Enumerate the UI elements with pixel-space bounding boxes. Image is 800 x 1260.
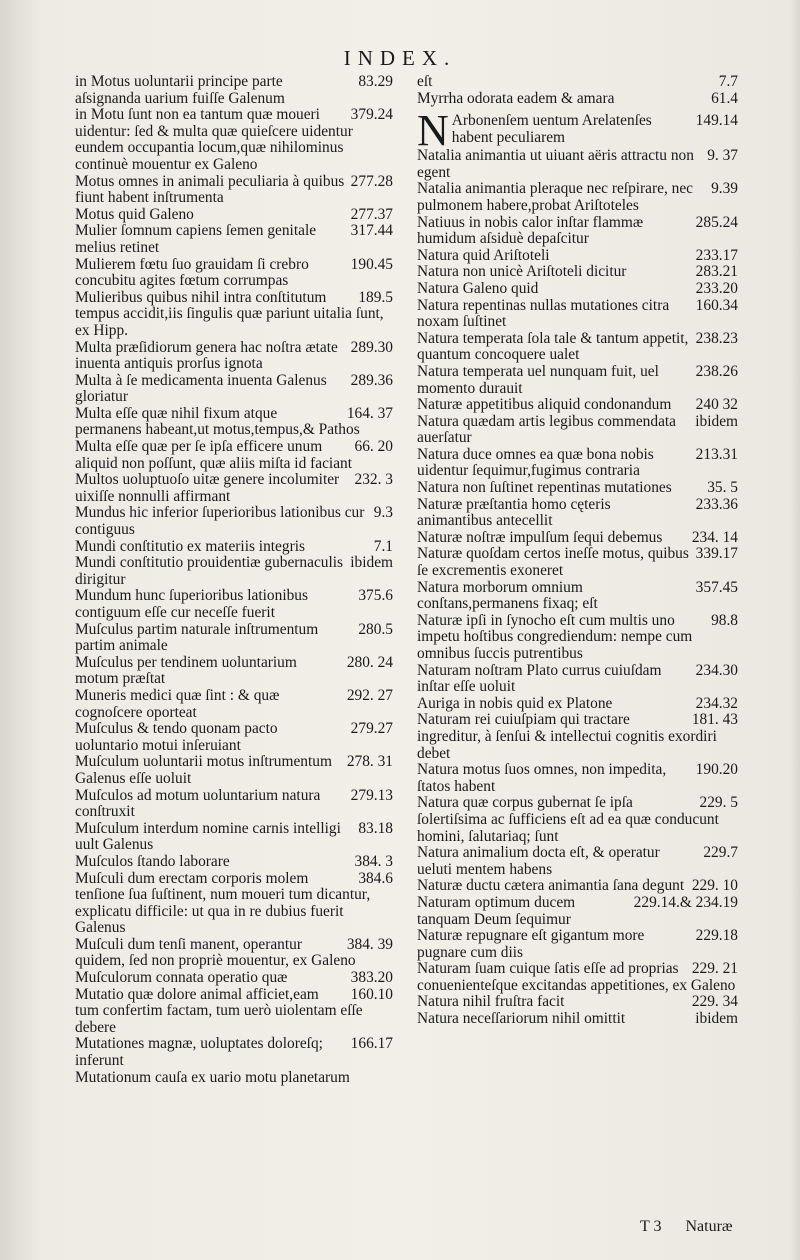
entry-text: Multa eſſe quæ nihil fixum atque permanens habeant,ut motus,tempus,& Pathos bbox=[75, 404, 360, 439]
index-entry bbox=[417, 148, 738, 181]
entry-text: Naturæ quoſdam certos ineſſe motus, quibus ſe excrementis exoneret bbox=[417, 545, 689, 580]
index-entry bbox=[417, 480, 738, 497]
entry-text: Naturam rei cuiuſpiam qui tractare ingreditur, à ſenſui & intellectui cognitis exordiri debet bbox=[417, 711, 717, 762]
entry-page-ref: 234.32 bbox=[695, 694, 738, 712]
entry-page-ref: 190.20 bbox=[695, 761, 738, 779]
entry-text: Multa eſſe quæ per ſe ipſa efficere unum aliquid non poſſunt, quæ aliis miſta id faciant bbox=[75, 438, 352, 472]
entry-text: Natura quædam artis legibus commendata auerſatur bbox=[417, 412, 677, 447]
entry-text: Mundi conſtitutio prouidentiæ gubernaculis dirigitur bbox=[75, 554, 344, 588]
right-column bbox=[417, 74, 738, 1028]
entry-page-ref: 190.45 bbox=[350, 255, 393, 273]
index-entry bbox=[75, 539, 393, 556]
entry-page-ref: 61.4 bbox=[711, 89, 738, 107]
index-entry bbox=[75, 223, 393, 256]
entry-text: Natura morborum omnium conſtans,permanens fixaq; eſt bbox=[417, 578, 598, 613]
entry-page-ref: 383.20 bbox=[350, 969, 393, 987]
index-entry bbox=[75, 340, 393, 373]
entry-text: Motus omnes in animali peculiaria à quibus fiunt habent inſtrumenta bbox=[75, 172, 345, 207]
entry-text: Mundum hunc ſuperioribus lationibus contiguum eſſe cur neceſſe fuerit bbox=[75, 587, 308, 621]
entry-text: Muſculum uoluntarii motus inſtrumentum Galenus eſſe uoluit bbox=[75, 753, 332, 787]
entry-page-ref: 98.8 bbox=[711, 611, 738, 629]
entry-text: Natura neceſſariorum nihil omittit bbox=[417, 1010, 626, 1028]
index-entry bbox=[417, 497, 738, 530]
entry-page-ref: 233.17 bbox=[695, 246, 738, 264]
index-entry bbox=[75, 290, 393, 340]
entry-text: Natura non ſuſtinet repentinas mutationes bbox=[417, 479, 672, 497]
entry-text: Naturam optimum ducem tanquam Deum ſequimur bbox=[417, 893, 576, 928]
index-entry bbox=[75, 688, 393, 721]
index-entry bbox=[75, 257, 393, 290]
entry-page-ref: 35. 5 bbox=[707, 479, 738, 497]
index-entry bbox=[417, 414, 738, 447]
index-entry bbox=[417, 895, 738, 928]
entry-page-ref: 213.31 bbox=[695, 445, 738, 463]
entry-text: Naturæ præſtantia homo cęteris animantibus antecellit bbox=[417, 495, 611, 530]
index-entry bbox=[417, 215, 738, 248]
index-entry bbox=[417, 447, 738, 480]
index-entry bbox=[417, 613, 738, 663]
entry-page-ref: 234.30 bbox=[695, 661, 738, 679]
entry-page-ref: 280. 24 bbox=[346, 653, 393, 671]
index-entry bbox=[417, 248, 738, 265]
index-entry bbox=[75, 505, 393, 538]
entry-page-ref: 166.17 bbox=[350, 1035, 393, 1053]
entry-text: Natura Galeno quid bbox=[417, 279, 539, 297]
right-top-entries bbox=[417, 74, 738, 107]
index-entry bbox=[417, 74, 738, 91]
entry-page-ref: 83.18 bbox=[358, 819, 393, 837]
entry-page-ref: 233.36 bbox=[695, 495, 738, 513]
entry-page-ref: 289.36 bbox=[350, 371, 393, 389]
entry-text: in Motu ſunt non ea tantum quæ moueri uidentur: ſed & multa quæ quieſcere uidentur eundem occupantia locum,quæ nihilominus continuè mouentur ex Galeno bbox=[75, 106, 353, 173]
page-footer bbox=[640, 1218, 733, 1236]
right-entries bbox=[417, 148, 738, 1027]
entry-text: Natura quid Ariſtoteli bbox=[417, 246, 550, 264]
entry-text: Naturæ ductu cætera animantia ſana degunt bbox=[417, 877, 685, 895]
index-entry bbox=[417, 928, 738, 961]
drop-cap: N bbox=[417, 106, 449, 156]
entry-page-ref: 384.6 bbox=[358, 869, 393, 887]
entry-text: Natura motus ſuos omnes, non impedita, ſtatos habent bbox=[417, 761, 667, 795]
entry-text: Naturæ noſtræ impulſum ſequi debemus bbox=[417, 528, 663, 546]
index-entry bbox=[75, 788, 393, 821]
entry-page-ref: 229.18 bbox=[695, 927, 738, 945]
entry-page-ref: 317.44 bbox=[350, 222, 393, 240]
index-entry bbox=[417, 298, 738, 331]
entry-page-ref: 7.1 bbox=[373, 537, 393, 555]
entry-page-ref: 9.3 bbox=[373, 504, 393, 522]
entry-text: Multa præſidiorum genera hac noſtra ætate inuenta antiquis prorſus ignota bbox=[75, 338, 338, 373]
entry-text: Natura quæ corpus gubernat ſe ipſa ſolertiſsima ac ſufficiens eſt ad ea quæ conducunt homini, ſalutariaq; ſunt bbox=[417, 794, 719, 845]
index-entry bbox=[417, 264, 738, 281]
entry-text: Muſculorum connata operatio quæ bbox=[75, 969, 288, 987]
entry-text: Mundus hic inferior ſuperioribus lationibus cur contiguus bbox=[75, 504, 365, 539]
entry-text: Muſculi dum erectam corporis molem tenſione ſua ſuſtinent, num moueri tum dicantur, explicatu difficile: ut qua in re dubius fuerit Galenus bbox=[75, 869, 371, 937]
index-entry bbox=[417, 712, 738, 762]
catchword: Naturæ bbox=[685, 1218, 733, 1235]
index-entry bbox=[75, 1070, 393, 1087]
entry-text: Naturæ appetitibus aliquid condonandum bbox=[417, 396, 672, 414]
entry-text: Myrrha odorata eadem & amara bbox=[417, 89, 615, 107]
entry-text: Mulier ſomnum capiens ſemen genitale melius retinet bbox=[75, 222, 317, 256]
index-entry bbox=[75, 588, 393, 621]
entry-page-ref: 238.23 bbox=[695, 329, 738, 347]
entry-text: Arbonenſem uentum Arelatenſes habent peculiarem bbox=[451, 112, 652, 146]
entry-text: Natura temperata ſola tale & tantum appetit, quantum concoquere ualet bbox=[417, 329, 689, 364]
index-entry bbox=[417, 331, 738, 364]
entry-page-ref: 189.5 bbox=[358, 288, 393, 306]
entry-page-ref: 7.7 bbox=[718, 73, 738, 90]
entry-page-ref: 285.24 bbox=[695, 213, 738, 231]
index-entry bbox=[75, 987, 393, 1037]
entry-page-ref: 375.6 bbox=[358, 587, 393, 605]
entry-text: Mutationes magnæ, uoluptates doloreſq; inferunt bbox=[75, 1035, 323, 1070]
entry-page-ref: 164. 37 bbox=[346, 404, 393, 422]
entry-text: Natalia animantia pleraque nec reſpirare, nec pulmonem habere,probat Ariſtoteles bbox=[417, 180, 694, 214]
page-header: INDEX. bbox=[343, 46, 457, 70]
entry-page-ref: 66. 20 bbox=[354, 438, 393, 456]
entry-text: Auriga in nobis quid ex Platone bbox=[417, 694, 613, 712]
index-entry bbox=[417, 762, 738, 795]
entry-text: Natura non unicè Ariſtoteli dicitur bbox=[417, 263, 627, 281]
index-entry bbox=[417, 281, 738, 298]
entry-text: Muſculus per tendinem uoluntarium motum præſtat bbox=[75, 653, 297, 688]
entry-text: Mulieribus quibus nihil intra conſtitutum tempus accidit,iis ſingulis quæ pariunt uitalia ſunt, ex Hipp. bbox=[75, 288, 384, 339]
entry-text: Muſculos ad motum uoluntarium natura conſtruxit bbox=[75, 786, 321, 821]
entry-page-ref: 384. 3 bbox=[354, 852, 393, 870]
entry-text: Muſculum interdum nomine carnis intelligi uult Galenus bbox=[75, 819, 341, 854]
index-entry bbox=[417, 1011, 738, 1028]
entry-page-ref: 283.21 bbox=[695, 263, 738, 281]
index-entry bbox=[417, 696, 738, 713]
entry-page-ref: 181. 43 bbox=[691, 711, 738, 729]
index-entry bbox=[75, 107, 393, 173]
entry-text: Naturam noſtram Plato currus cuiuſdam inſtar eſſe uoluit bbox=[417, 661, 662, 696]
entry-text: Multa à ſe medicamenta inuenta Galenus gloriatur bbox=[75, 371, 327, 406]
entry-text: Natalia animantia ut uiuant aëris attractu non egent bbox=[417, 147, 694, 181]
entry-page-ref: 233.20 bbox=[695, 279, 738, 297]
index-entry bbox=[75, 821, 393, 854]
index-entry bbox=[417, 580, 738, 613]
entry-text: in Motus uoluntarii principe parte aſsignanda uarium fuiſſe Galenum bbox=[75, 73, 285, 107]
index-entry bbox=[75, 174, 393, 207]
index-entry bbox=[75, 655, 393, 688]
entry-text: Muſculus partim naturale inſtrumentum partim animale bbox=[75, 620, 319, 655]
index-entry bbox=[417, 364, 738, 397]
index-entry bbox=[75, 472, 393, 505]
index-entry bbox=[75, 937, 393, 970]
entry-text: Natura temperata uel nunquam fuit, uel momento durauit bbox=[417, 362, 659, 397]
entry-page-ref: 379.24 bbox=[350, 106, 393, 124]
entry-text: Muſculi dum tenſi manent, operantur quidem, ſed non propriè mouentur, ex Galeno bbox=[75, 935, 356, 970]
entry-text: Natura animalium docta eſt, & operatur ueluti mentem habens bbox=[417, 844, 660, 878]
entry-page-ref: 280.5 bbox=[358, 620, 393, 638]
index-entry bbox=[417, 530, 738, 547]
entry-page-ref: 240 32 bbox=[695, 396, 738, 414]
index-entry bbox=[417, 795, 738, 845]
index-entry bbox=[75, 74, 393, 107]
entry-page-ref: 9. 37 bbox=[707, 147, 738, 165]
index-entry bbox=[75, 1036, 393, 1069]
index-entry bbox=[75, 754, 393, 787]
index-entry bbox=[417, 91, 738, 108]
entry-page-ref: 9.39 bbox=[711, 180, 738, 198]
left-column bbox=[75, 74, 393, 1086]
entry-text: Muſculos ſtando laborare bbox=[75, 852, 230, 870]
signature-mark: T 3 bbox=[640, 1218, 662, 1235]
entry-page-ref: 229.7 bbox=[703, 844, 738, 862]
index-entry bbox=[417, 845, 738, 878]
index-entry bbox=[417, 994, 738, 1011]
entry-text: Mutationum cauſa ex uario motu planetarum bbox=[75, 1068, 350, 1086]
entry-page-ref: 384. 39 bbox=[346, 935, 393, 953]
index-entry bbox=[75, 406, 393, 439]
index-entry bbox=[75, 555, 393, 588]
index-entry bbox=[75, 970, 393, 987]
entry-page-ref: 278. 31 bbox=[346, 753, 393, 771]
entry-text: Motus quid Galeno bbox=[75, 205, 194, 223]
entry-page-ref: 279.13 bbox=[350, 786, 393, 804]
index-entry bbox=[75, 207, 393, 224]
entry-text: Naturæ repugnare eſt gigantum more pugnare cum diis bbox=[417, 927, 645, 961]
entry-page-ref: ibidem bbox=[695, 412, 738, 430]
entry-page-ref: 229.14.& 234.19 bbox=[633, 893, 738, 911]
entry-page-ref: 83.29 bbox=[358, 73, 393, 90]
index-entry bbox=[417, 546, 738, 579]
index-entry bbox=[417, 663, 738, 696]
index-entry bbox=[417, 181, 738, 214]
entry-page-ref: 339.17 bbox=[695, 545, 738, 563]
entry-page-ref: 277.37 bbox=[350, 205, 393, 223]
index-entry bbox=[417, 397, 738, 414]
entry-text: Mutatio quæ dolore animal afficiet,eam tum confertim factam, tum uerò uiolentam eſſe debere bbox=[75, 985, 363, 1036]
entry-text: Muneris medici quæ ſint : & quæ cognoſcere oporteat bbox=[75, 686, 280, 721]
entry-text: eſt bbox=[417, 73, 433, 90]
index-entry bbox=[75, 871, 393, 937]
entry-page-ref: ibidem bbox=[350, 554, 393, 572]
entry-text: Naturam ſuam cuique ſatis eſſe ad proprias conuenienteſque excitandas appetitiones, ex Galeno bbox=[417, 960, 736, 994]
index-entry bbox=[75, 622, 393, 655]
index-entry bbox=[75, 439, 393, 472]
entry-page-ref: 292. 27 bbox=[346, 686, 393, 704]
index-entry bbox=[417, 878, 738, 895]
entry-page-ref: 277.28 bbox=[350, 172, 393, 190]
entry-page-ref: ibidem bbox=[695, 1010, 738, 1028]
entry-text: Natura duce omnes ea quæ bona nobis uidentur ſequimur,fugimus contraria bbox=[417, 445, 654, 480]
entry-page-ref: 238.26 bbox=[695, 362, 738, 380]
entry-page-ref: 289.30 bbox=[350, 338, 393, 356]
entry-text: Natura nihil fruſtra facit bbox=[417, 993, 565, 1011]
entry-page-ref: 229. 10 bbox=[691, 877, 738, 895]
index-entry bbox=[417, 961, 738, 994]
entry-text: Mulierem fœtu ſuo grauidam ſi crebro concubitu agites fœtum corrumpas bbox=[75, 255, 309, 290]
entry-page-ref: 229. 21 bbox=[691, 960, 738, 978]
index-entry bbox=[75, 854, 393, 871]
index-entry bbox=[75, 721, 393, 754]
entry-page-ref: 229. 34 bbox=[691, 993, 738, 1011]
entry-text: Natiuus in nobis calor inſtar flammæ humidum aſsiduè depaſcitur bbox=[417, 213, 644, 248]
entry-text: Naturæ ipſi in ſynocho eſt cum multis uno impetu hoſtibus congrediendum: nempe cum omnibus ſuccis putrentibus bbox=[417, 611, 693, 662]
entry-page-ref: 279.27 bbox=[350, 720, 393, 738]
entry-page-ref: 357.45 bbox=[695, 578, 738, 596]
entry-page-ref: 149.14 bbox=[695, 112, 738, 130]
entry-text: Mundi conſtitutio ex materiis integris bbox=[75, 537, 305, 555]
entry-page-ref: 229. 5 bbox=[699, 794, 738, 812]
entry-text: Natura repentinas nullas mutationes citra noxam ſuſtinet bbox=[417, 296, 670, 331]
entry-page-ref: 160.10 bbox=[350, 985, 393, 1003]
index-entry bbox=[75, 373, 393, 406]
entry-text: Muſculus & tendo quonam pacto uoluntario motui inſeruiant bbox=[75, 720, 278, 754]
entry-page-ref: 232. 3 bbox=[354, 471, 393, 489]
entry-text: Multos uoluptuoſo uitæ genere incolumiter uixiſſe nonnulli affirmant bbox=[75, 471, 340, 505]
entry-page-ref: 160.34 bbox=[695, 296, 738, 314]
entry-page-ref: 234. 14 bbox=[691, 528, 738, 546]
